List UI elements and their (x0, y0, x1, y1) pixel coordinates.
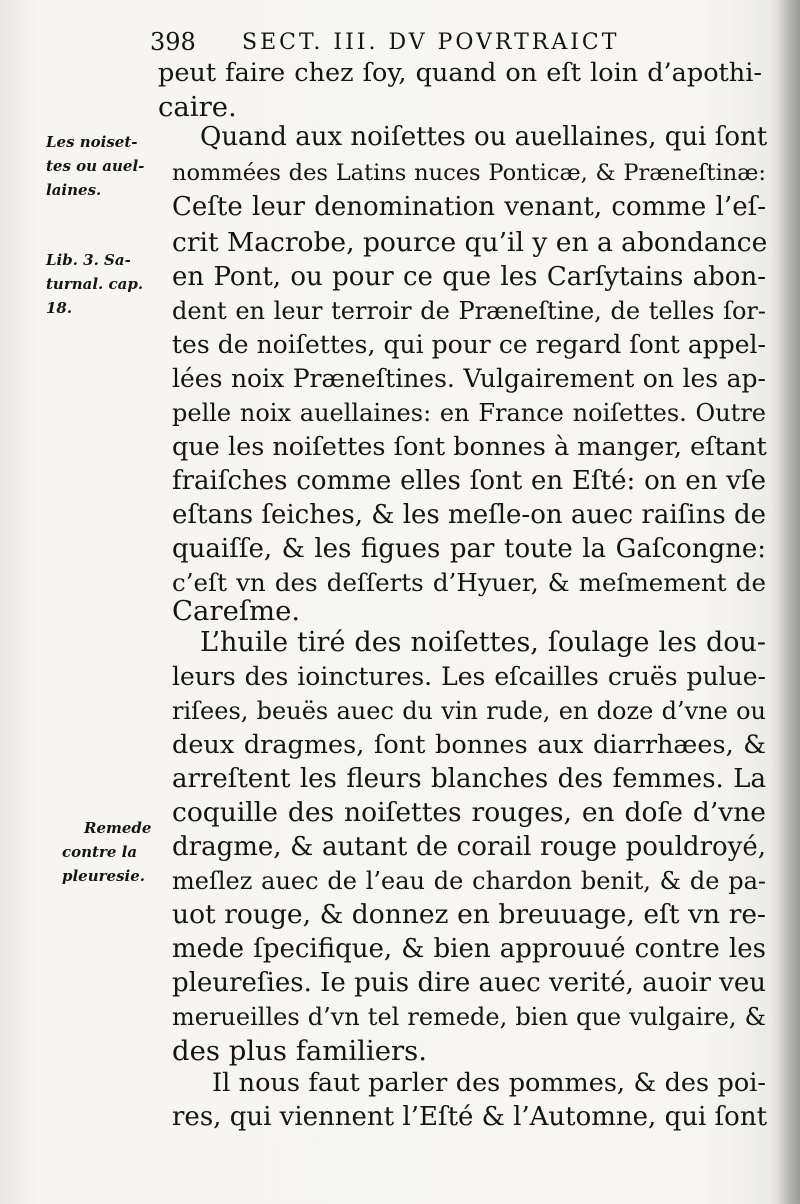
body-text-line: pleureſies. Ie puis dire auec verité, auoir veu (172, 968, 766, 998)
margin-note-macrobe-ref (46, 248, 143, 320)
body-text-line: L’huile tiré des noiſettes, ſoulage les dou- (200, 627, 766, 658)
body-text-line: caire. (158, 91, 237, 123)
body-text-line: fraiſches comme elles ſont en Eſté: on en vſe (172, 466, 766, 496)
body-text-line: peut faire chez ſoy, quand on eſt loin d’apothi- (158, 58, 762, 88)
margin-note-line: 18. (46, 299, 73, 317)
margin-note-line: tes ou auel- (46, 157, 145, 175)
body-text-line: deux dragmes, ſont bonnes aux diarrhæes, & (172, 730, 766, 760)
body-text-line: eſtans ſeiches, & les meſle-on auec raiſins de (172, 500, 766, 530)
body-text-line: que les noiſettes ſont bonnes à manger, eſtant (172, 432, 767, 462)
body-text-line: Il nous faut parler des pommes, & des poi- (212, 1068, 766, 1098)
body-text-line: Ceſte leur denomination venant, comme l’eſ- (172, 192, 766, 222)
body-text-line: dragme, & autant de corail rouge pouldroyé, (172, 832, 766, 862)
body-text-line: des plus familiers. (172, 1035, 428, 1067)
body-text-line: en Pont, ou pour ce que les Carſytains abon- (172, 262, 766, 292)
margin-note-line: Les noiset- (46, 133, 138, 151)
margin-note-line: pleuresie. (62, 867, 145, 885)
body-text-line: uot rouge, & donnez en breuuage, eſt vn re- (172, 899, 766, 930)
running-title: SECT. III. DV POVRTRAICT (242, 30, 620, 55)
margin-note-line: Remede (84, 819, 152, 837)
body-text-line: quaiſſe, & les figues par toute la Gaſcongne: (172, 534, 766, 564)
body-text-line: lées noix Præneſtines. Vulgairement on les ap- (172, 364, 766, 393)
margin-note-noisettes (46, 130, 144, 202)
page-number: 398 (150, 28, 196, 56)
body-text-line: leurs des ioinctures. Les eſcailles cruës pulue- (172, 662, 766, 691)
body-text-line: merueilles d’vn tel remede, bien que vulgaire, & (172, 1003, 766, 1031)
body-text-line: meſlez auec de l’eau de chardon benit, & de pa- (172, 867, 766, 895)
body-text-line: mede ſpecifique, & bien approuué contre les (172, 934, 766, 964)
body-text-line: res, qui viennent l’Eſté & l’Automne, qui ſont (172, 1102, 768, 1132)
body-text-line: dent en leur terroir de Præneſtine, de telles ſor- (172, 297, 766, 325)
page-gutter-shadow (778, 0, 800, 1204)
body-text-line: arreſtent les fleurs blanches des femmes. La (172, 764, 766, 794)
body-text-line: Careſme. (172, 595, 301, 627)
margin-note-line: turnal. cap. (46, 275, 144, 293)
body-text-line: crit Macrobe, pource qu’il y en a abondance (172, 227, 768, 258)
body-text-line: nommées des Latins nuces Ponticæ, & Præneſtinæ: (172, 160, 766, 186)
body-text-line: coquille des noiſettes rouges, en doſe d’vne (172, 797, 766, 828)
margin-note-line: Lib. 3. Sa- (46, 251, 131, 269)
margin-note-line: laines. (46, 181, 102, 199)
body-text-line: Quand aux noiſettes ou auellaines, qui ſont (200, 122, 768, 152)
body-text-line: pelle noix auellaines: en France noiſettes. Outre (172, 399, 766, 427)
margin-note-line: contre la (62, 843, 138, 861)
body-text-line: tes de noiſettes, qui pour ce regard ſont appel- (172, 330, 766, 359)
body-text-line: c’eſt vn des deſſerts d’Hyuer, & meſmement de (172, 568, 766, 597)
body-text-line: riſees, beuës auec du vin rude, en doze d’vne ou (172, 697, 766, 725)
margin-note-remede (62, 816, 151, 888)
